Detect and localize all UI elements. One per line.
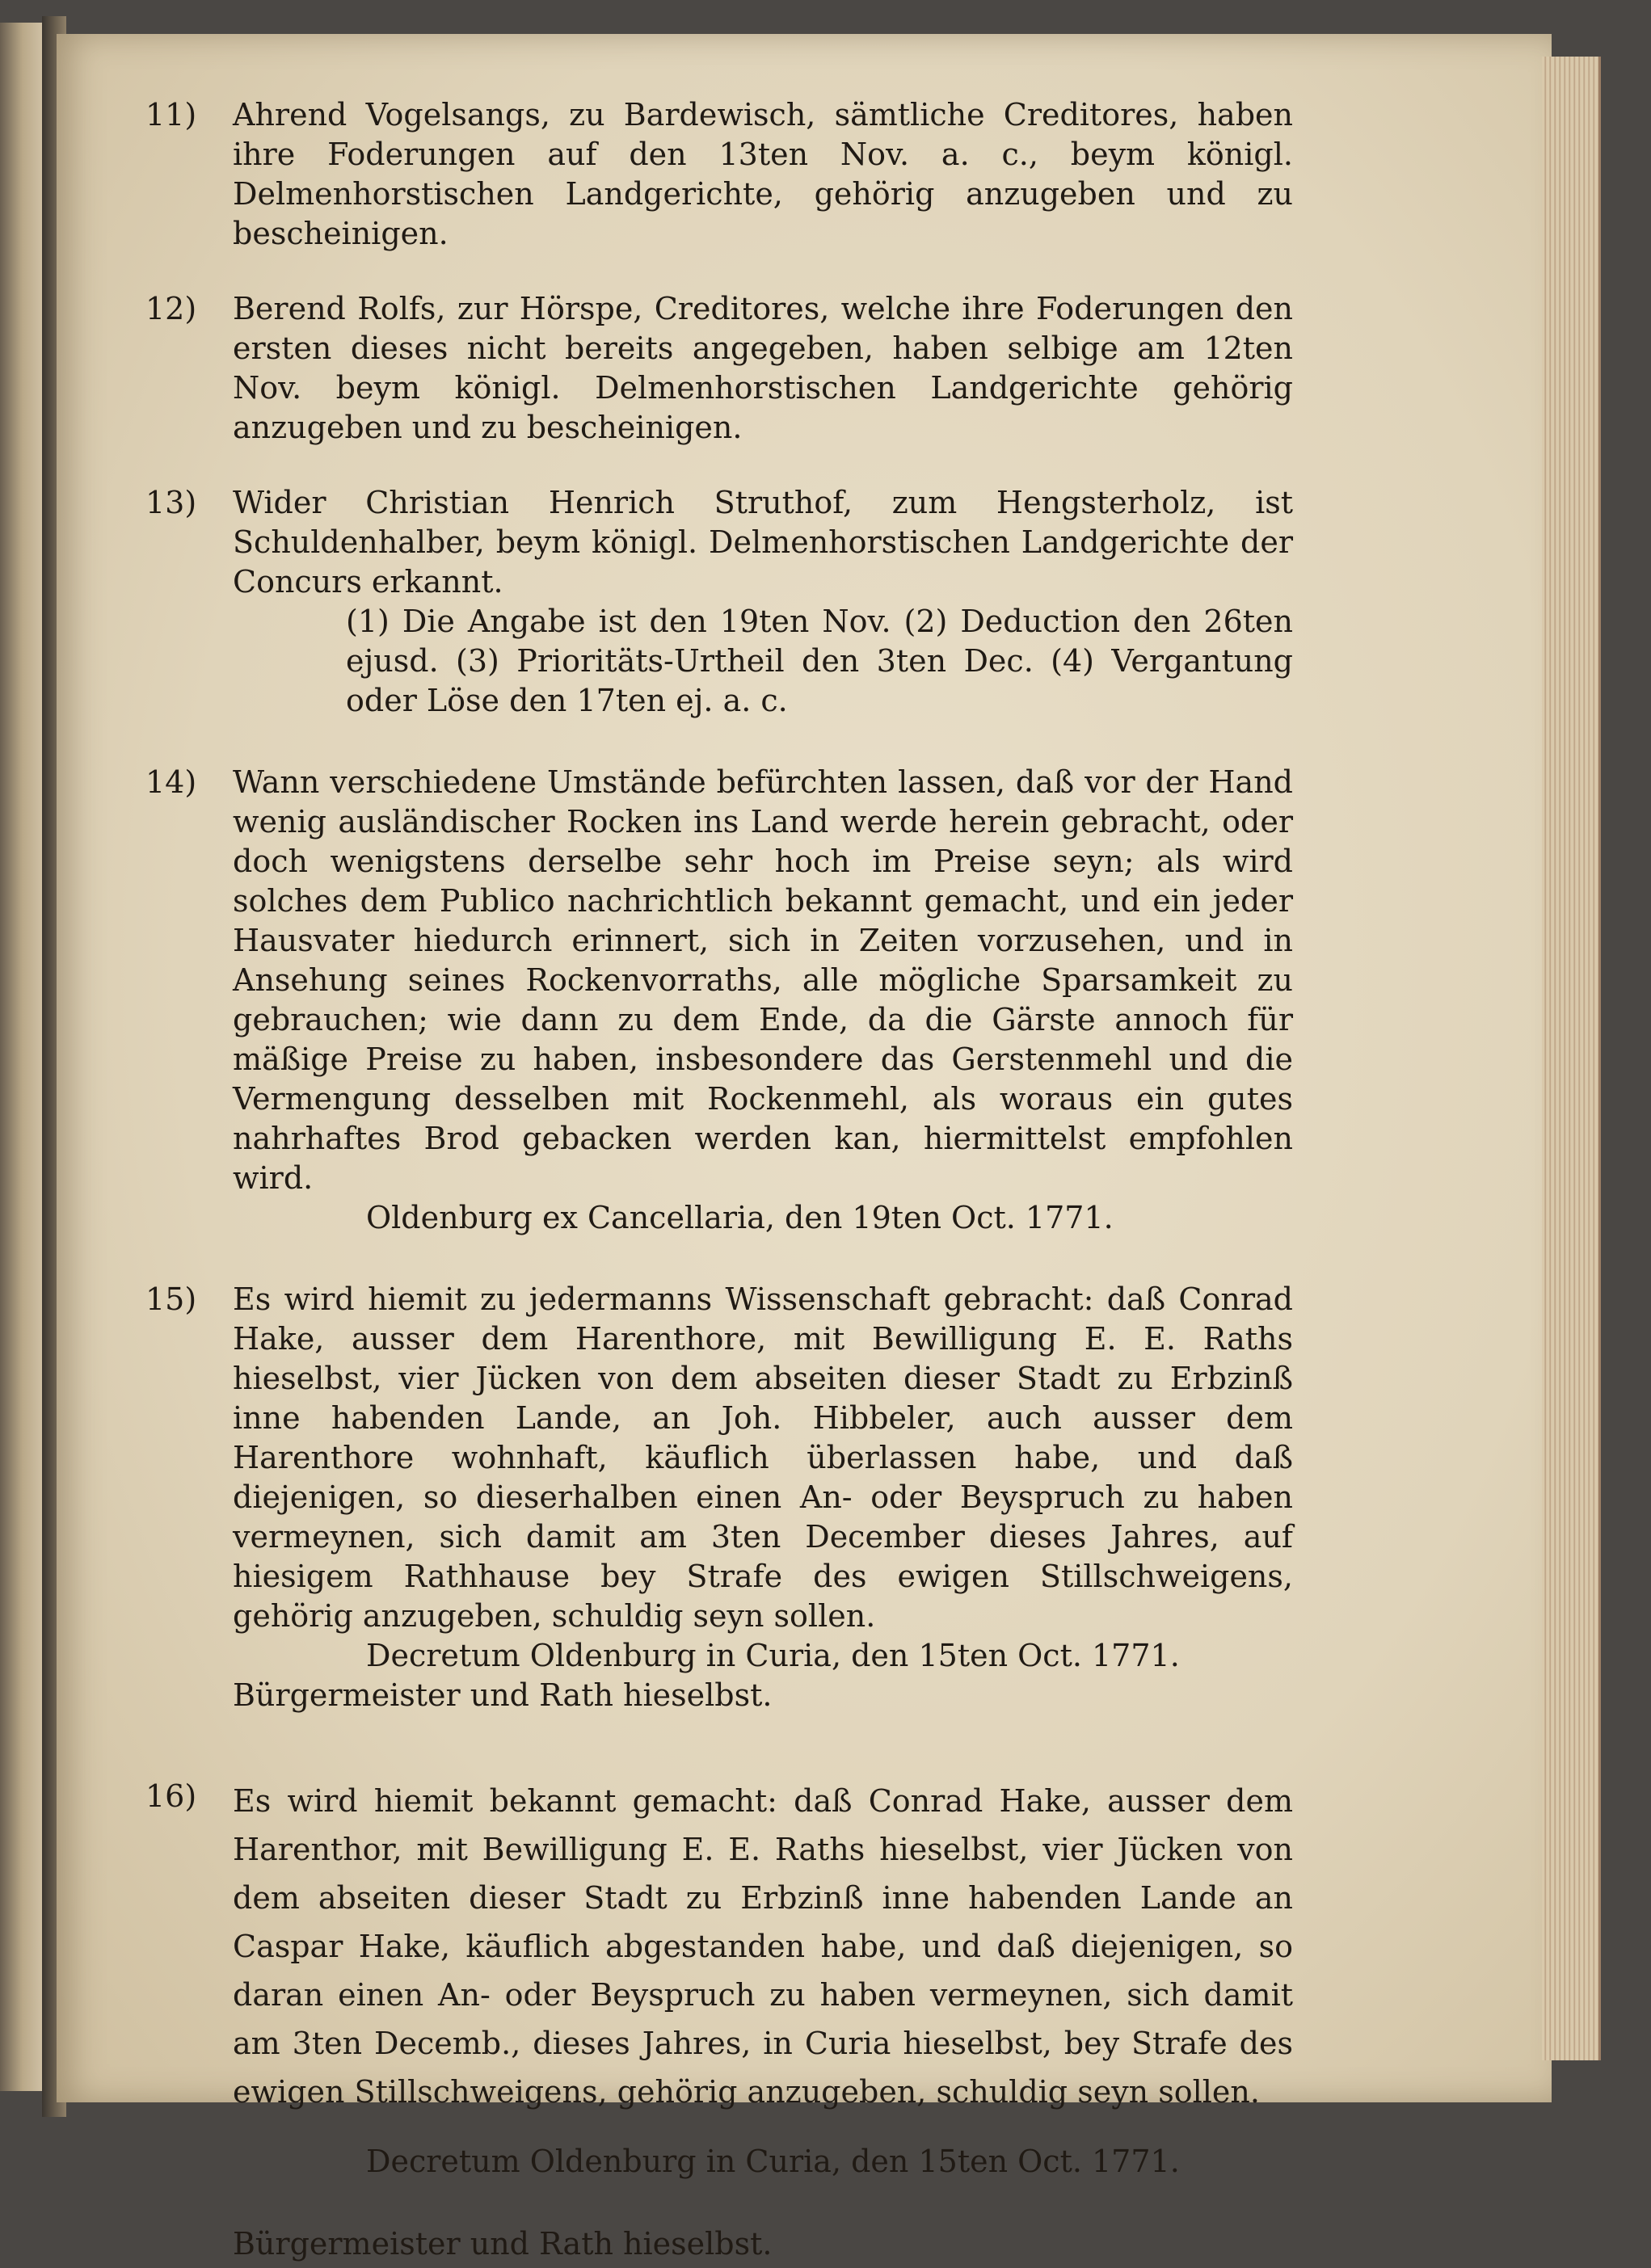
concurs-schedule: (1) Die Angabe ist den 19ten Nov. (2) Deduction den 26ten ejusd. (3) Prioritäts-Urtheil den 3ten Dec. (4) Vergantung oder Löse den 17ten ej. a. c. <box>346 604 1293 718</box>
entry-signature: Bürgermeister und Rath hieselbst. <box>233 1677 773 1713</box>
entry-dateline: Oldenburg ex Cancellaria, den 19ten Oct. 1771. <box>366 1200 1114 1235</box>
entry-dateline: Decretum Oldenburg in Curia, den 15ten Oct. 1771. <box>366 1638 1180 1673</box>
notice-entry-13 <box>145 483 1293 721</box>
entry-text: Ahrend Vogelsangs, zu Bardewisch, sämtliche Creditores, haben ihre Foderungen auf den 13ten Nov. a. c., beym königl. Delmenhorstischen Landgerichte, gehörig anzugeben und zu bescheinigen. <box>233 97 1293 251</box>
entry-number: 11) <box>145 97 197 133</box>
page-text <box>145 95 1293 2268</box>
entry-text: Es wird hiemit bekannt gemacht: daß Conrad Hake, ausser dem Harenthor, mit Bewilligung E. E. Raths hieselbst, vier Jücken von dem abseiten dieser Stadt zu Erbzinß inne habenden Lande an Caspar Hake, käuflich abgestanden habe, und daß diejenigen, so daran einen An- oder Beyspruch zu haben vermeynen, sich damit am 3ten Decemb., dieses Jahres, in Curia hieselbst, bey Strafe des ewigen Stillschweigens, gehörig anzugeben, schuldig seyn sollen. <box>233 1783 1293 2110</box>
page-stack-edges <box>1542 57 1601 2060</box>
entry-text: Es wird hiemit zu jedermanns Wissenschaft gebracht: daß Conrad Hake, ausser dem Harenthore, mit Bewilligung E. E. Raths hieselbst, vier Jücken von dem abseiten dieser Stadt zu Erbzinß inne habenden Lande, an Joh. Hibbeler, auch ausser dem Harenthore wohnhaft, käuflich überlassen habe, und daß diejenigen, so dieserhalben einen An- oder Beyspruch zu haben vermeynen, sich damit am 3ten December dieses Jahres, auf hiesigem Rathhause bey Strafe des ewigen Stillschweigens, gehörig anzugeben, schuldig seyn sollen. <box>233 1281 1293 1634</box>
notice-entry-12 <box>145 289 1293 448</box>
entry-number: 13) <box>145 485 197 520</box>
entry-signature: Bürgermeister und Rath hieselbst. <box>233 2226 773 2262</box>
entry-number: 15) <box>145 1281 197 1317</box>
entry-text: Wann verschiedene Umstände befürchten lassen, daß vor der Hand wenig ausländischer Rocken ins Land werde herein gebracht, oder doch wenigstens derselbe sehr hoch im Preise seyn; als wird solches dem Publico nachrichtlich bekannt gemacht, und ein jeder Hausvater hiedurch erinnert, sich in Zeiten vorzusehen, und in Ansehung seines Rockenvorraths, alle mögliche Sparsamkeit zu gebrauchen; wie dann zu dem Ende, da die Gärste annoch für mäßige Preise zu haben, insbesondere das Gerstenmehl und die Vermengung desselben mit Rockenmehl, als woraus ein gutes nahrhaftes Brod gebacken werden kan, hiermittelst empfohlen wird. <box>233 764 1293 1196</box>
entry-text: Berend Rolfs, zur Hörspe, Creditores, welche ihre Foderungen den ersten dieses nicht bereits angegeben, haben selbige am 12ten Nov. beym königl. Delmenhorstischen Landgerichte gehörig anzugeben und zu bescheinigen. <box>233 291 1293 445</box>
entry-number: 14) <box>145 764 197 800</box>
notice-entry-15 <box>145 1280 1293 1715</box>
entry-number: 16) <box>145 1778 197 1814</box>
entry-dateline: Decretum Oldenburg in Curia, den 15ten Oct. 1771. <box>366 2144 1180 2179</box>
entry-text: Wider Christian Henrich Struthof, zum Hengsterholz, ist Schuldenhalber, beym königl. Delmenhorstischen Landgerichte der Concurs erkannt. <box>233 485 1293 600</box>
notice-entry-16 <box>145 1777 1293 2268</box>
notice-entry-11 <box>145 95 1293 254</box>
notice-entry-14 <box>145 763 1293 1238</box>
entry-number: 12) <box>145 291 197 326</box>
